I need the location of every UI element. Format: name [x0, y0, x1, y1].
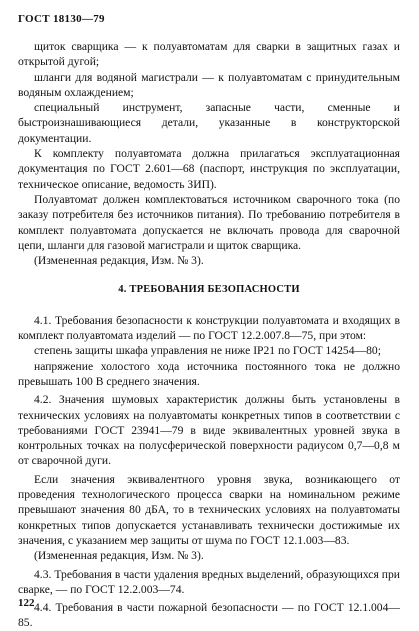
page-header-doc-code: ГОСТ 18130—79	[18, 13, 105, 25]
paragraph: 4.3. Требования в части удаления вредных выделений, образующихся при сварке, — по ГОСТ 12.2.003—74.	[18, 567, 400, 596]
paragraph: К комплекту полуавтомата должна прилагаться эксплуатационная документация по ГОСТ 2.601—68 (паспорт, инструкция по эксплуатации, техническое описание, ведомость ЗИП).	[18, 147, 400, 191]
paragraph: 4.2. Значения шумовых характеристик должны быть установлены в технических условиях на полуавтоматы конкретных типов в соответствии с требованиями ГОСТ 23941—79 в виде эквивалентных уровней звука в контрольных точках на полусферической поверхности радиусом 0,7—0,8 м от сварочной дуги.	[18, 393, 400, 468]
page-number: 122	[18, 597, 35, 609]
paragraph: степень защиты шкафа управления не ниже IP21 по ГОСТ 14254—80;	[34, 344, 381, 358]
paragraph: шланги для водяной магистрали — к полуавтоматам с принудительным водяным охлаждением;	[18, 70, 400, 99]
paragraph: специальный инструмент, запасные части, сменные и быстроизнашивающиеся детали, указанные в конструкторской документации.	[18, 101, 400, 145]
paragraph: Если значения эквивалентного уровня звука, возникающего от проведения технологического процесса сварки на номинальном режиме превышают значения 80 дБА, то в технических условиях на полуавтоматы конкретных типов допускается устанавливать технически достижимые их значения, с указанием мер защиты от шума по ГОСТ 12.1.003—83.	[18, 472, 400, 547]
paragraph: напряжение холостого хода источника постоянного тока не должно превышать 100 В среднего значения.	[18, 359, 400, 388]
paragraph: Полуавтомат должен комплектоваться источником сварочного тока (по заказу потребителя без источников питания). По требованию потребителя в комплект полуавтомата допускается не включать провода для сварочной цепи, шланги для газовой магистрали и щиток сварщика.	[18, 192, 400, 252]
revision-note: (Измененная редакция, Изм. № 3).	[34, 549, 204, 563]
paragraph: 4.4. Требования в части пожарной безопасности — по ГОСТ 12.1.004—85.	[18, 601, 400, 630]
revision-note: (Измененная редакция, Изм. № 3).	[34, 254, 204, 268]
paragraph: 4.1. Требования безопасности к конструкции полуавтомата и входящих в комплект полуавтомата изделий — по ГОСТ 12.2.007.8—75, при этом:	[18, 313, 400, 343]
section-title: 4. ТРЕБОВАНИЯ БЕЗОПАСНОСТИ	[118, 284, 300, 296]
paragraph: щиток сварщика — к полуавтоматам для сварки в защитных газах и открытой дугой;	[18, 40, 400, 69]
document-body	[18, 39, 400, 631]
